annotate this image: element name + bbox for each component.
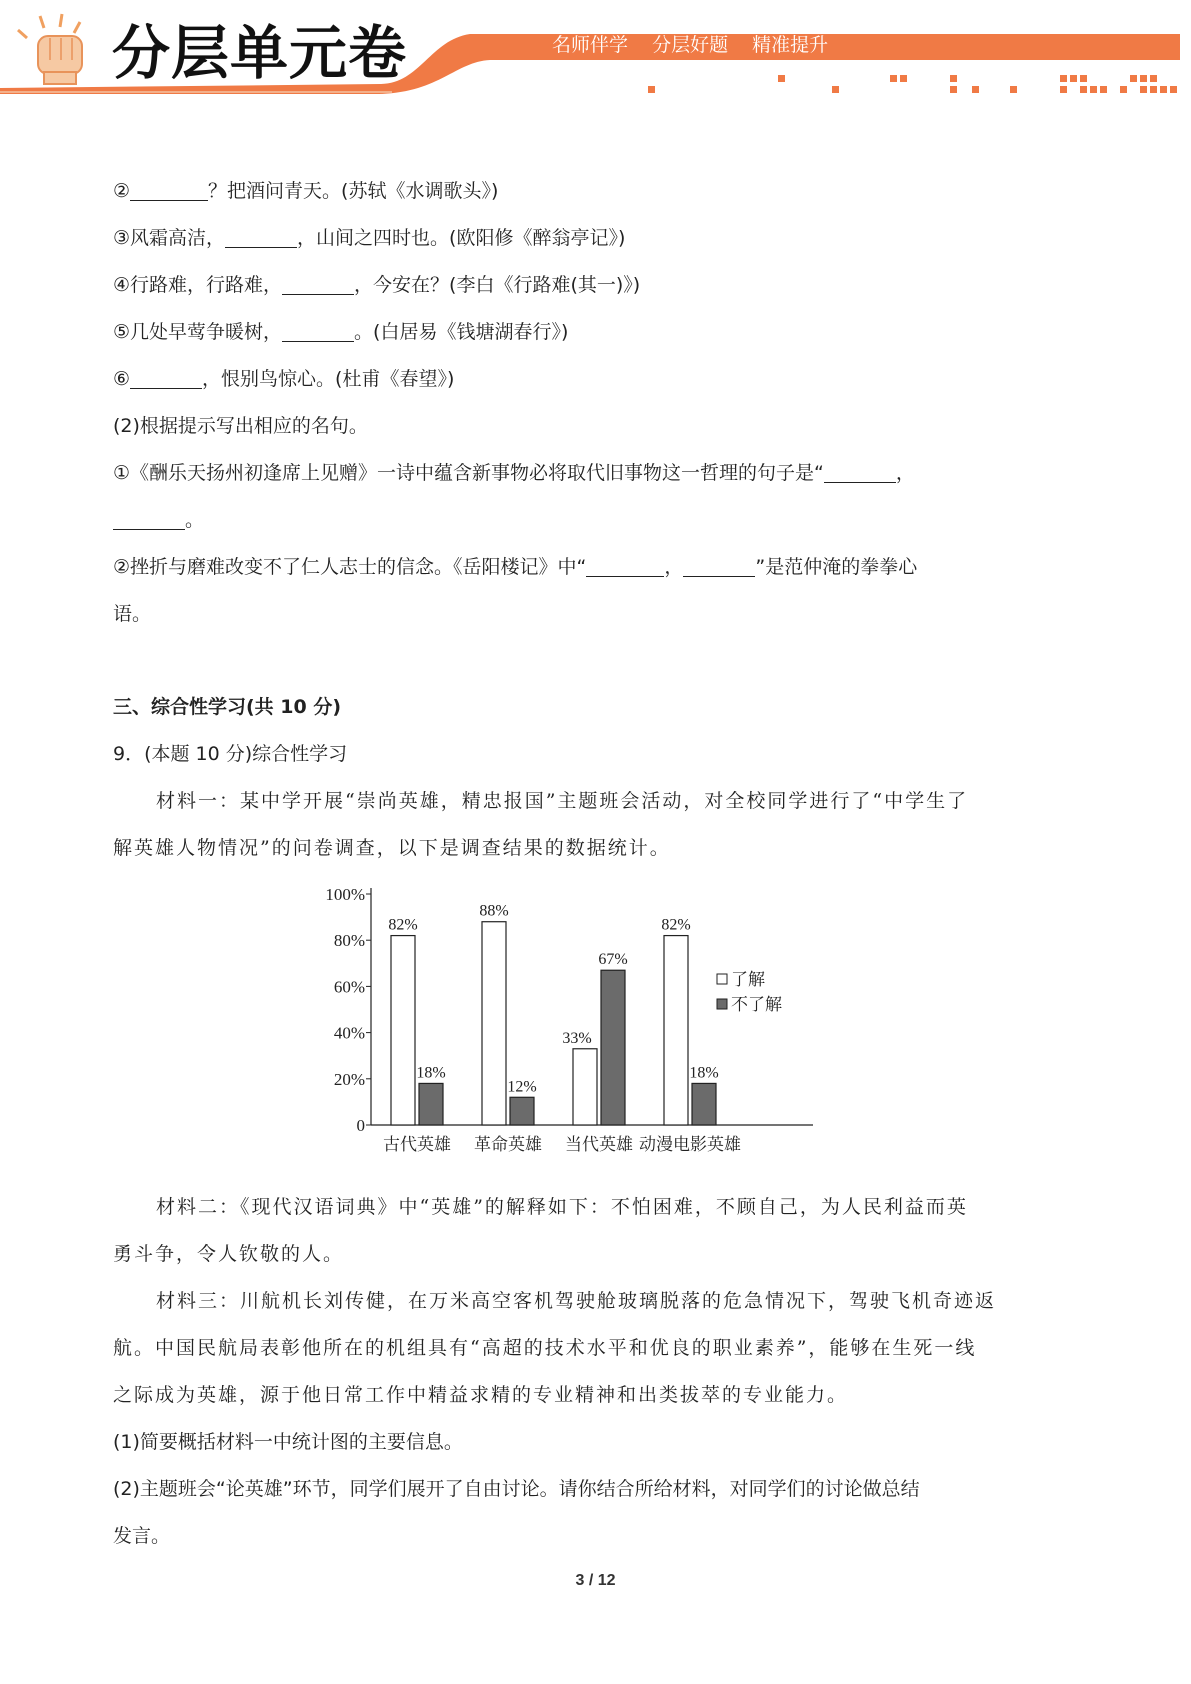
slogan (552, 33, 846, 57)
y-tick-label: 60% (333, 977, 365, 997)
fist-icon (18, 14, 82, 84)
bar-chart (113, 872, 991, 1184)
bar (664, 936, 688, 1125)
question-text: ④行路难，行路难， (113, 274, 283, 296)
y-tick-label: 0 (356, 1116, 365, 1135)
question-text: ③风霜高洁， (113, 227, 226, 249)
question-text: ，山间之四时也。(欧阳修《醉翁亭记》) (297, 227, 626, 249)
part2-title: (2)根据提示写出相应的名句。 (113, 415, 368, 437)
y-tick-label: 20% (333, 1069, 365, 1089)
sub-question: 发言。 (113, 1525, 171, 1547)
answer-blank[interactable] (824, 460, 896, 483)
punctuation: 。 (185, 509, 205, 531)
sub-question: (2)主题班会“论英雄”环节，同学们展开了自由讨论。请你结合所给材料，对同学们的讨论做总结 (113, 1478, 920, 1500)
material-3-line: 材料三：川航机长刘传健，在万米高空客机驾驶舱玻璃脱落的危急情况下，驾驶飞机奇迹返 (156, 1290, 997, 1312)
material-3-line: 航。中国民航局表彰他所在的机组具有“高超的技术水平和优良的职业素养”，能够在生死一线 (113, 1337, 977, 1359)
sub-question: (1)简要概括材料一中统计图的主要信息。 (113, 1431, 463, 1453)
question-line (113, 309, 991, 356)
material-2-line: 勇斗争，令人钦敬的人。 (113, 1243, 345, 1265)
chart-svg (113, 872, 991, 1184)
bar (692, 1083, 716, 1125)
punctuation: ， (895, 462, 915, 484)
category-label: 古代英雄 (383, 1135, 451, 1155)
bar-value-label: 67% (598, 951, 628, 969)
legend-label: 了解 (731, 970, 765, 990)
material-1-line: 解英雄人物情况”的问卷调查，以下是调查结果的数据统计。 (113, 837, 671, 859)
question-line (113, 450, 991, 497)
category-label: 革命英雄 (474, 1135, 542, 1155)
bar (419, 1083, 443, 1125)
page-number: 3 / 12 (575, 1572, 616, 1589)
answer-blank[interactable] (130, 178, 208, 201)
question-line (113, 356, 991, 403)
legend-swatch (717, 999, 727, 1009)
question-line (113, 262, 991, 309)
page-header (0, 0, 1191, 110)
answer-blank[interactable] (683, 554, 755, 577)
question-line (113, 168, 991, 215)
question-line (113, 544, 991, 591)
bar (510, 1097, 534, 1125)
material-3-line: 之际成为英雄，源于他日常工作中精益求精的专业精神和出类拔萃的专业能力。 (113, 1384, 849, 1406)
item-number: ② (113, 180, 131, 202)
question-line: 语。 (113, 603, 152, 625)
slogan-3: 精准提升 (752, 34, 829, 56)
answer-blank[interactable] (225, 225, 297, 248)
item-number: ⑥ (113, 368, 131, 390)
bar (601, 970, 625, 1125)
material-1-line: 材料一：某中学开展“崇尚英雄，精忠报国”主题班会活动，对全校同学进行了“中学生了 (156, 790, 969, 812)
slogan-2: 分层好题 (652, 34, 729, 56)
section-title: 三、综合性学习(共 10 分) (113, 696, 342, 718)
category-label: 当代英雄 (565, 1135, 633, 1155)
question-line (113, 215, 991, 262)
y-tick-label: 40% (333, 1023, 365, 1043)
brand-title: 分层单元卷 (112, 19, 408, 87)
answer-blank[interactable] (130, 366, 202, 389)
question-text: ？把酒问青天。(苏轼《水调歌头》) (208, 180, 499, 202)
answer-blank[interactable] (113, 507, 185, 530)
question-text: ”是范仲淹的拳拳心 (755, 556, 918, 578)
material-2-line: 材料二：《现代汉语词典》中“英雄”的解释如下：不怕困难，不顾自己，为人民利益而英 (156, 1196, 968, 1218)
question-text: ⑤几处早莺争暖树， (113, 321, 283, 343)
category-label: 动漫电影英雄 (639, 1135, 741, 1155)
question-text: ①《酬乐天扬州初逢席上见赠》一诗中蕴含新事物必将取代旧事物这一哲理的句子是“ (113, 462, 824, 484)
bar-value-label: 12% (507, 1078, 537, 1096)
question-text: ，恨别鸟惊心。(杜甫《春望》) (202, 368, 455, 390)
legend-label: 不了解 (731, 995, 782, 1015)
bar-value-label: 33% (562, 1029, 592, 1047)
bar-value-label: 82% (388, 916, 418, 934)
answer-blank[interactable] (282, 319, 354, 342)
bar-value-label: 18% (689, 1064, 719, 1082)
question-title: 9．(本题 10 分)综合性学习 (113, 743, 348, 765)
slogan-1: 名师伴学 (552, 34, 629, 56)
legend-swatch (717, 974, 727, 984)
bar (482, 922, 506, 1125)
answer-blank[interactable] (282, 272, 354, 295)
bar (391, 936, 415, 1125)
page-content (113, 168, 997, 1560)
decor-squares (648, 75, 1177, 93)
question-text: 。(白居易《钱塘湖春行》) (354, 321, 569, 343)
bar-value-label: 82% (661, 916, 691, 934)
bar-value-label: 18% (416, 1064, 446, 1082)
question-line (113, 497, 991, 544)
bar (573, 1049, 597, 1125)
y-tick-label: 80% (333, 931, 365, 951)
question-text: ，今安在？(李白《行路难(其一)》) (354, 274, 641, 296)
y-tick-label: 100% (325, 885, 365, 904)
punctuation: ， (664, 556, 684, 578)
bar-value-label: 88% (479, 902, 509, 920)
question-text: ②挫折与磨难改变不了仁人志士的信念。《岳阳楼记》中“ (113, 556, 587, 578)
answer-blank[interactable] (586, 554, 664, 577)
